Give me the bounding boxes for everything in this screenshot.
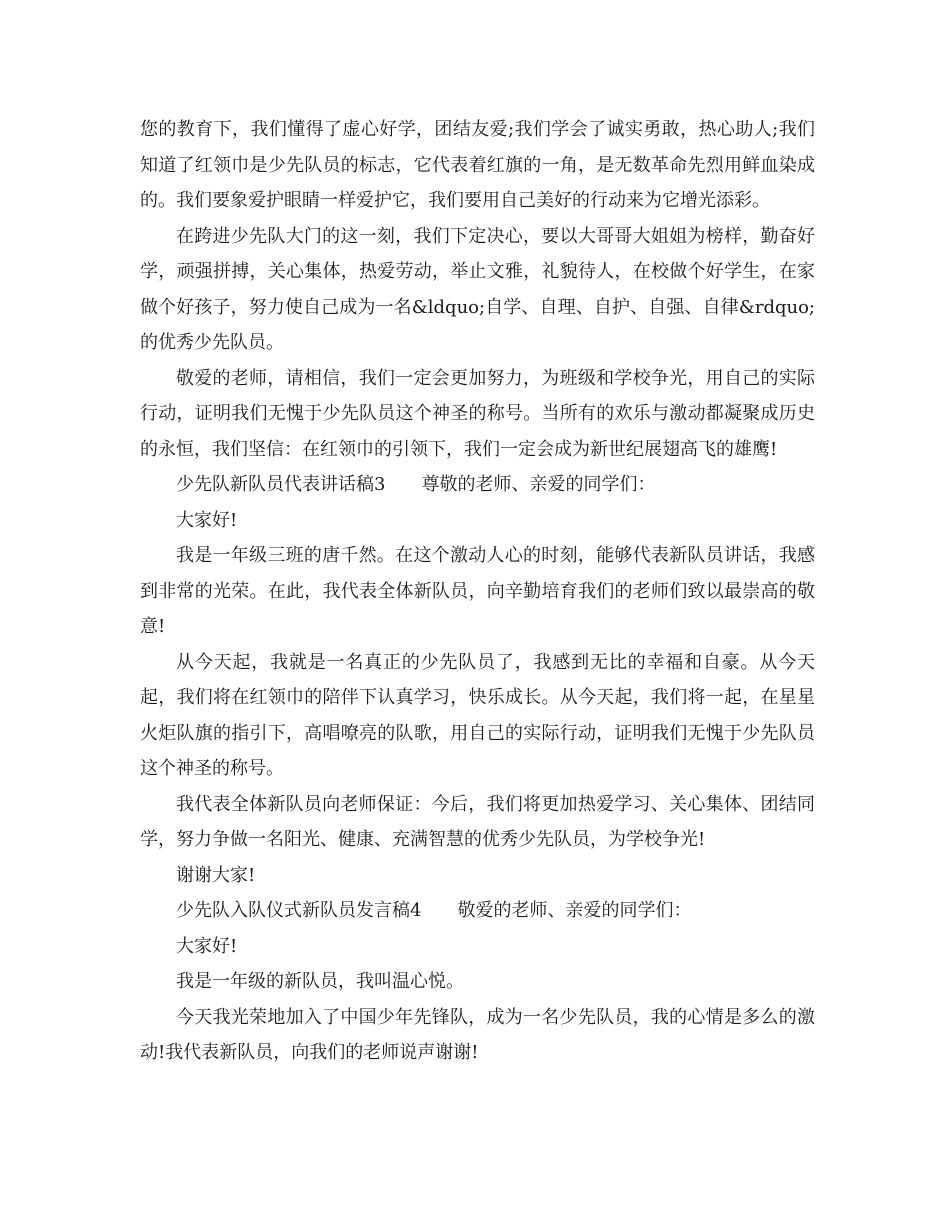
- section-heading: 少先队新队员代表讲话稿3 尊敬的老师、亲爱的同学们：: [176, 474, 656, 495]
- body-paragraph: 我是一年级的新队员，我叫温心悦。: [176, 971, 464, 992]
- greeting: 大家好!: [176, 509, 238, 531]
- section-heading: 少先队入队仪式新队员发言稿4 敬爱的老师、亲爱的同学们：: [176, 900, 692, 921]
- body-paragraph: 敬爱的老师，请相信，我们一定会更加努力，为班级和学校争光，用自己的实际行动，证明我们无愧于少先队员这个神圣的称号。当所有的欢乐与激动都凝聚成历史的永恒，我们坚信：在红领巾的引领下，我们一定会成为新世纪展翅高飞的雄鹰!: [140, 367, 815, 460]
- body-paragraph: 在跨进少先队大门的这一刻，我们下定决心，要以大哥哥大姐姐为榜样，勤奋好学，顽强拼搏，关心集体，热爱劳动，举止文雅，礼貌待人，在校做个好学生，在家做个好孩子，努力使自己成为一名&ldquo;自学、自理、自护、自强、自律&rdquo;的优秀少先队员。: [140, 225, 815, 353]
- body-paragraph: 从今天起，我就是一名真正的少先队员了，我感到无比的幸福和自豪。从今天起，我们将在红领巾的陪伴下认真学习，快乐成长。从今天起，我们将一起，在星星火炬队旗的指引下，高唱嘹亮的队歌，用自己的实际行动，证明我们无愧于少先队员这个神圣的称号。: [140, 651, 815, 779]
- closing-thanks: 谢谢大家!: [176, 864, 256, 886]
- body-paragraph: 今天我光荣地加入了中国少年先锋队，成为一名少先队员，我的心情是多么的激动!我代表新队员，向我们的老师说声谢谢!: [140, 1006, 815, 1063]
- document-page: [140, 112, 815, 1071]
- body-paragraph: 我是一年级三班的唐千然。在这个激动人心的时刻，能够代表新队员讲话，我感到非常的光荣。在此，我代表全体新队员，向辛勤培育我们的老师们致以最崇高的敬意!: [140, 545, 815, 637]
- greeting: 大家好!: [176, 935, 238, 957]
- body-paragraph: 我代表全体新队员向老师保证：今后，我们将更加热爱学习、关心集体、团结同学，努力争做一名阳光、健康、充满智慧的优秀少先队员，为学校争光!: [140, 793, 815, 850]
- body-paragraph: 您的教育下，我们懂得了虚心好学，团结友爱;我们学会了诚实勇敢，热心助人;我们知道了红领巾是少先队员的标志，它代表着红旗的一角，是无数革命先烈用鲜血染成的。我们要象爱护眼睛一样爱护它，我们要用自己美好的行动来为它增光添彩。: [140, 119, 816, 211]
